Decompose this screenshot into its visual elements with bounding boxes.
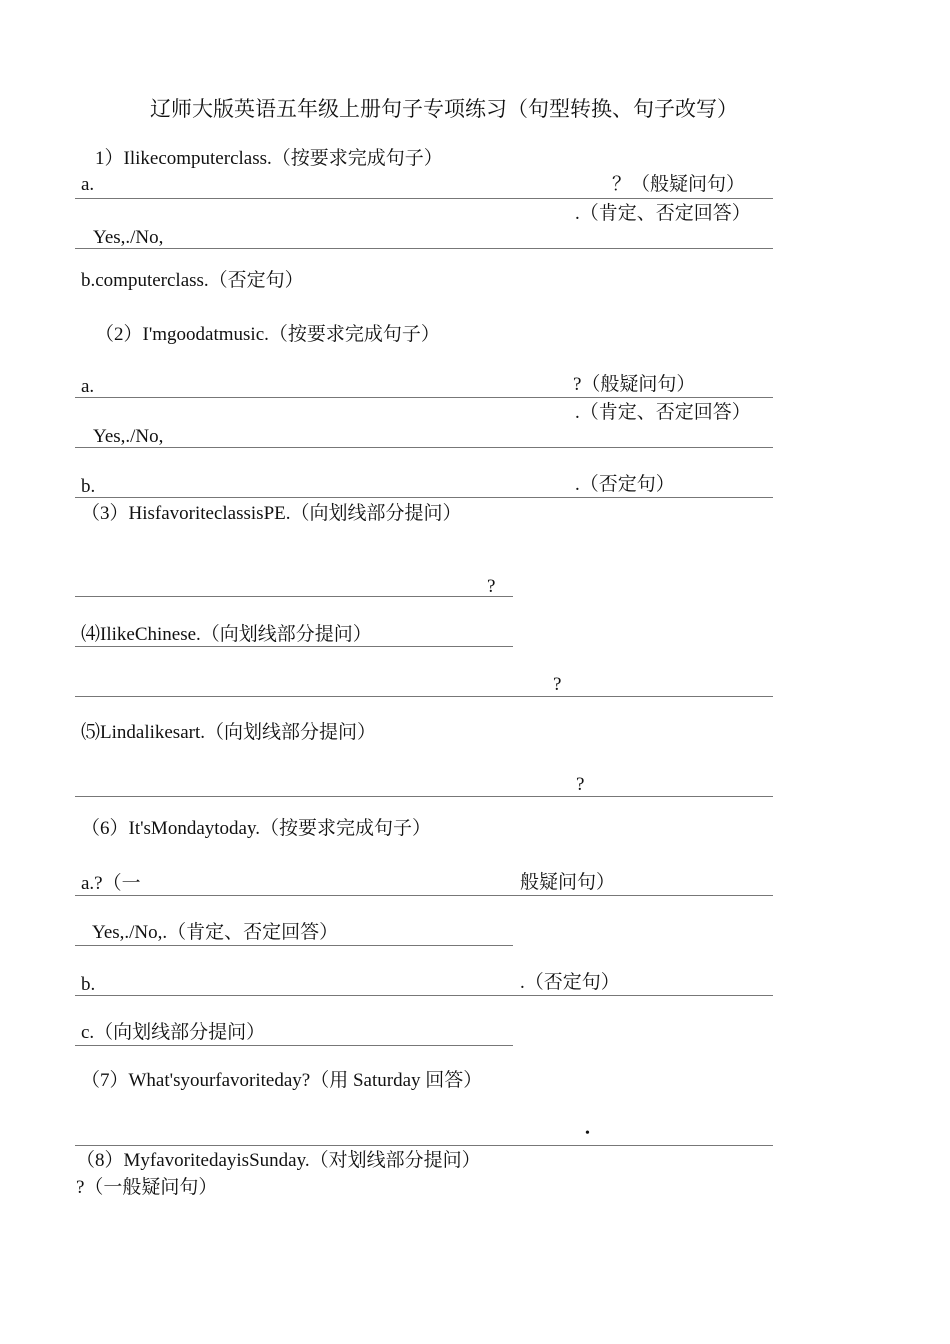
q1-ans-line[interactable] xyxy=(75,248,773,249)
q6-ans-text: Yes,./No,.（肯定、否定回答） xyxy=(92,922,339,943)
q6-b-tail: .（否定句） xyxy=(520,972,620,993)
q6-ans-line[interactable] xyxy=(75,945,513,946)
q2-b-label: b. xyxy=(81,476,96,497)
q1-prompt: 1）Ilikecomputerclass.（按要求完成句子） xyxy=(95,148,443,169)
q8-prompt: （8）MyfavoritedayisSunday.（对划线部分提问） xyxy=(76,1150,481,1171)
q6-a-answer-line[interactable] xyxy=(75,895,773,896)
q8-line2: ?（一般疑问句） xyxy=(76,1177,218,1198)
q3-answer-line[interactable] xyxy=(75,596,513,597)
q5-qmark: ? xyxy=(576,774,585,795)
q2-b-tail: .（否定句） xyxy=(575,474,675,495)
q1-b-text: b.computerclass.（否定句） xyxy=(81,270,304,291)
q2-a-tail: ?（般疑问句） xyxy=(573,374,696,395)
q6-c-text: c.（向划线部分提问） xyxy=(81,1022,266,1043)
q6-c-answer-line[interactable] xyxy=(75,1045,513,1046)
q5-prompt: ⑸Lindalikesart.（向划线部分提问） xyxy=(81,722,376,743)
q6-a-tail: 般疑问句） xyxy=(520,872,616,893)
q1-a-tail: ？（般疑问句） xyxy=(612,174,746,195)
q2-ans-label: Yes,./No, xyxy=(93,426,164,447)
q2-a-answer-line[interactable] xyxy=(75,397,773,398)
q6-b-label: b. xyxy=(81,974,96,995)
q2-ans-tail: .（肯定、否定回答） xyxy=(575,402,751,423)
q6-b-answer-line[interactable] xyxy=(75,995,773,996)
q4-prompt: ⑷IlikeChinese.（向划线部分提问） xyxy=(81,624,372,645)
q7-prompt: （7）What'syourfavoriteday?（用 Saturday 回答） xyxy=(81,1070,483,1091)
q4-qmark: ? xyxy=(553,674,562,695)
q6-a-label: a.?（一 xyxy=(81,873,141,894)
q2-ans-line[interactable] xyxy=(75,447,773,448)
q2-b-answer-line[interactable] xyxy=(75,497,773,498)
q3-qmark: ? xyxy=(487,576,496,597)
q5-answer-line[interactable] xyxy=(75,796,773,797)
q2-prompt: （2）I'mgoodatmusic.（按要求完成句子） xyxy=(95,324,440,345)
page-title: 辽师大版英语五年级上册句子专项练习（句型转换、句子改写） xyxy=(150,97,738,121)
q1-ans-label: Yes,./No, xyxy=(93,227,164,248)
q6-prompt: （6）It'sMondaytoday.（按要求完成句子） xyxy=(81,818,431,839)
q7-answer-line[interactable] xyxy=(75,1145,773,1146)
q4-prompt-underline xyxy=(75,646,513,647)
q1-ans-tail: .（肯定、否定回答） xyxy=(575,203,751,224)
q2-a-label: a. xyxy=(81,376,95,397)
q3-prompt: （3）HisfavoriteclassisPE.（向划线部分提问） xyxy=(81,503,462,524)
q4-answer-line[interactable] xyxy=(75,696,773,697)
q1-a-label: a. xyxy=(81,174,95,195)
q1-a-answer-line[interactable] xyxy=(75,198,773,199)
q7-dot: • xyxy=(585,1126,590,1141)
